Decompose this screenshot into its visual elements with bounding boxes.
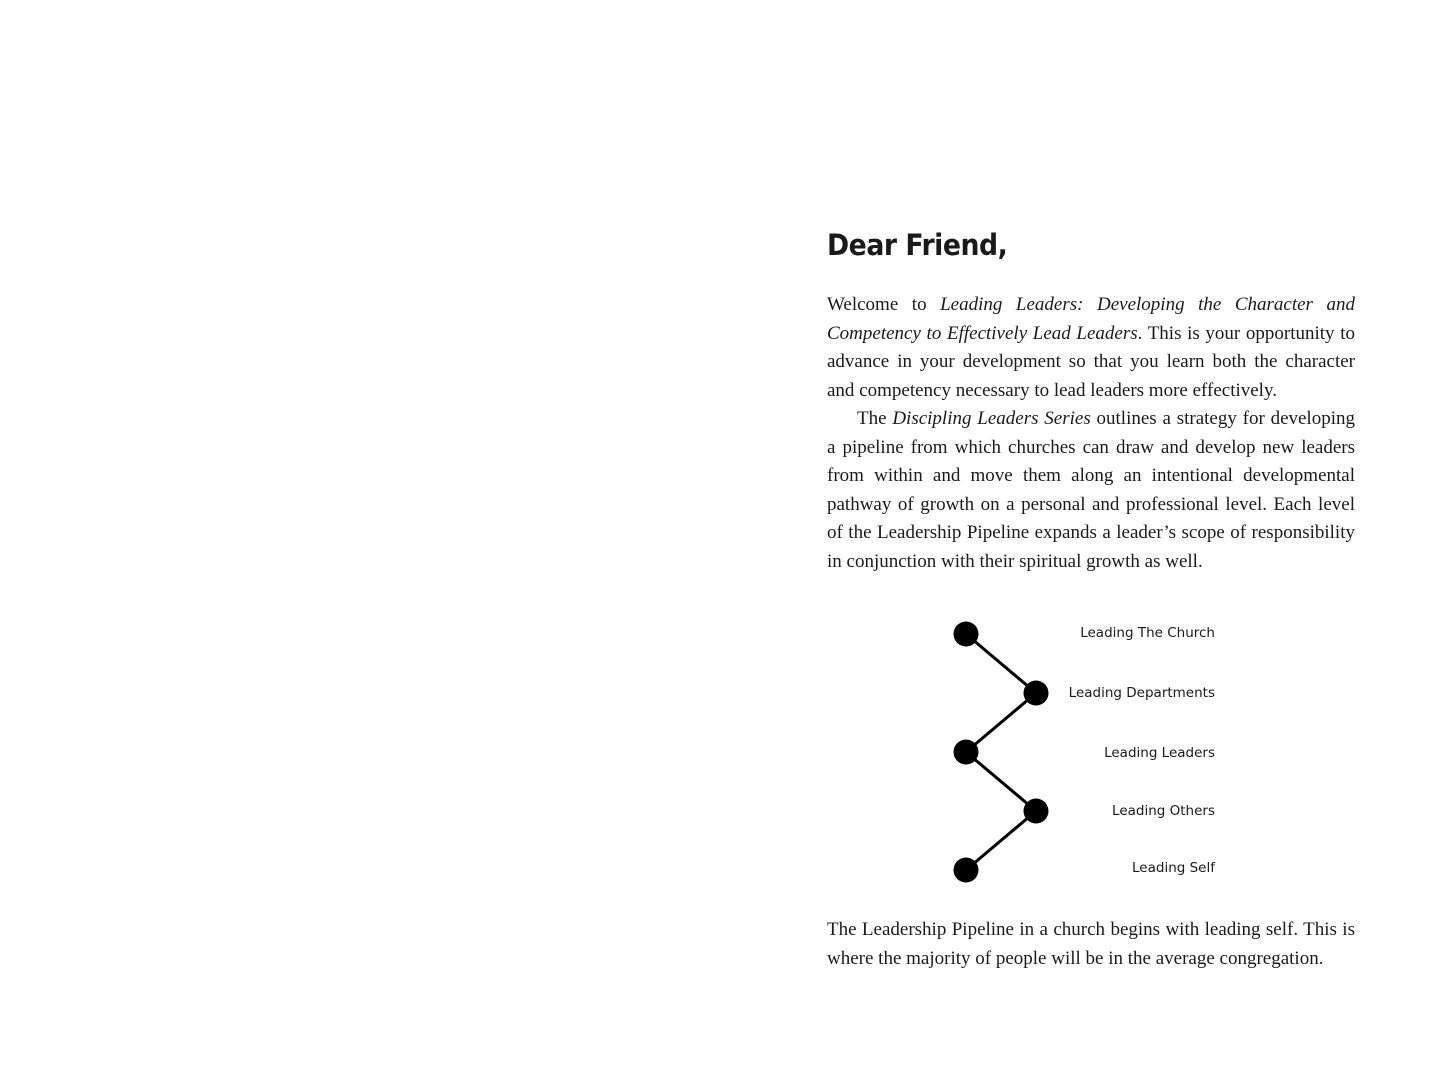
left-page <box>0 0 722 1084</box>
pipeline-label-leading-leaders: Leading Leaders <box>1104 745 1215 761</box>
series-title: Discipling Leaders Series <box>892 408 1091 429</box>
pipeline-node-leading-departments <box>1024 681 1049 706</box>
greeting-heading: Dear Friend, <box>827 228 1008 262</box>
pipeline-label-leading-the-church: Leading The Church <box>1080 625 1215 641</box>
pipeline-connector <box>966 752 1036 811</box>
intro-paragraph-1 <box>827 291 1355 576</box>
book-title: Leading Leaders: Developing the Character and Competency to Effectively Lead Leaders <box>827 294 1355 344</box>
intro-p1-prefix: Welcome to <box>827 294 941 315</box>
intro-p2-prefix: The <box>857 408 893 429</box>
pipeline-connector <box>966 811 1036 870</box>
pipeline-node-leading-self <box>954 858 979 883</box>
pipeline-node-leading-leaders <box>954 740 979 765</box>
closing-paragraph: The Leadership Pipeline in a church begins with leading self. This is where the majority of people will be in the average congregation. <box>827 919 1355 969</box>
pipeline-node-leading-others <box>1024 799 1049 824</box>
pipeline-label-leading-self: Leading Self <box>1132 860 1215 876</box>
pipeline-node-leading-the-church <box>954 622 979 647</box>
intro-p2-suffix: outlines a strategy for developing a pipeline from which churches can draw and develop new leaders from within and move them along an intentional developmental pathway of growth on a personal and professional level. Each level of the Leadership Pipeline expands a leader’s scope of responsibility in conjunction with their spiritual growth as well. <box>827 408 1355 572</box>
pipeline-label-leading-others: Leading Others <box>1112 803 1215 819</box>
pipeline-label-leading-departments: Leading Departments <box>1068 685 1215 701</box>
pipeline-connector <box>966 634 1036 693</box>
pipeline-connector <box>966 693 1036 752</box>
intro-p1-suffix: . This is your opportunity to advance in your development so that you learn both the character and competency necessary to lead leaders more effectively. <box>827 322 1355 401</box>
leadership-pipeline-diagram <box>940 612 1230 892</box>
